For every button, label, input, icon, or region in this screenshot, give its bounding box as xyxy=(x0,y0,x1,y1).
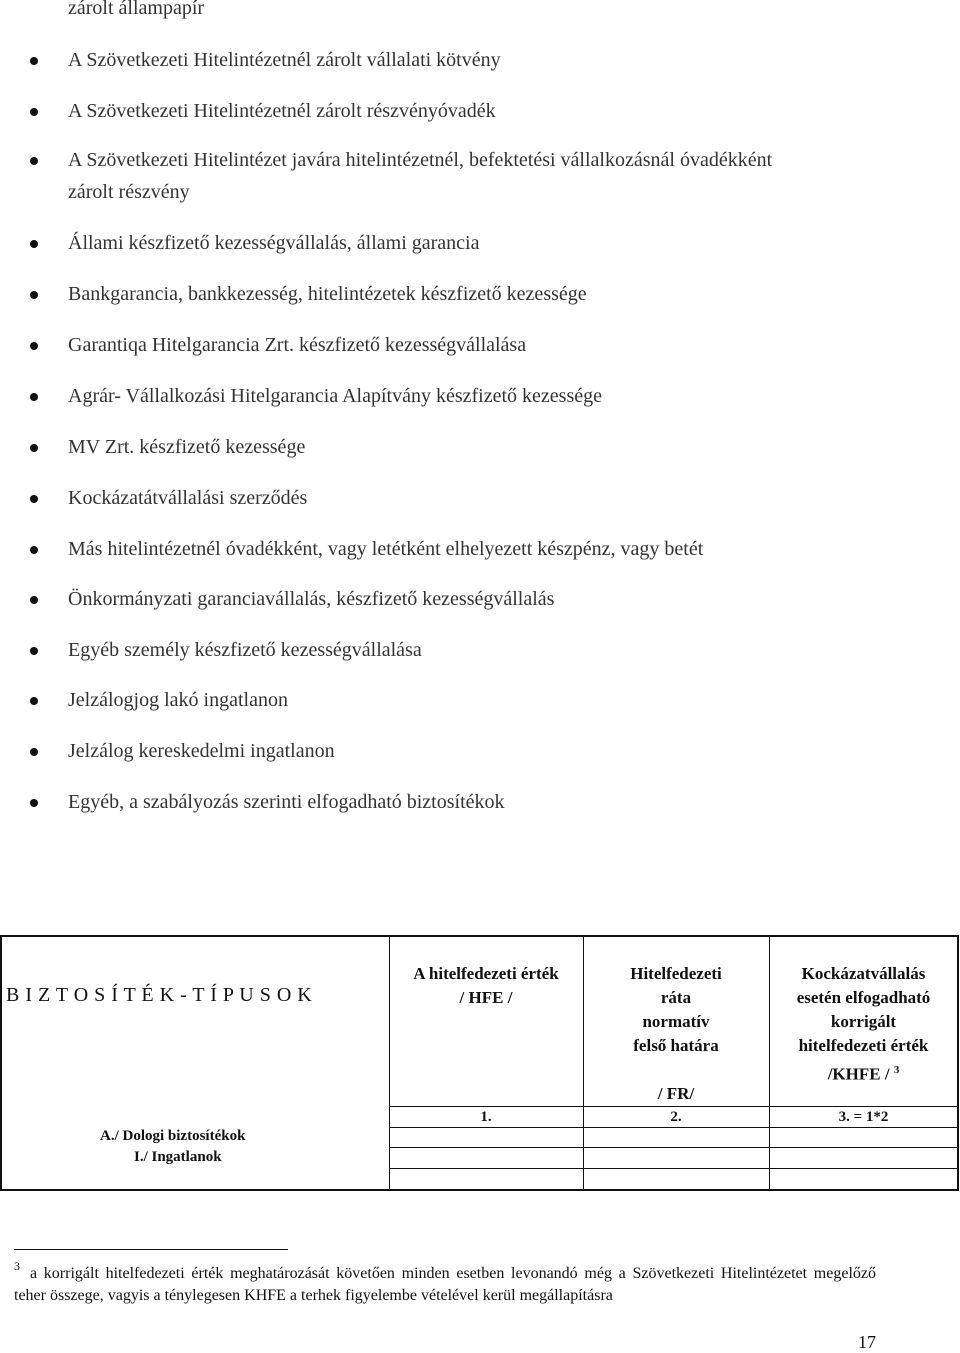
list-item: A Szövetkezeti Hitelintézetnél zárolt vállalati kötvény xyxy=(68,44,888,76)
bullet-icon xyxy=(30,393,38,401)
list-item: Agrár- Vállalkozási Hitelgarancia Alapítvány készfizető kezessége xyxy=(68,380,888,412)
list-item: MV Zrt. készfizető kezessége xyxy=(68,431,888,463)
list-item: Egyéb személy készfizető kezességvállalása xyxy=(68,634,888,666)
bullet-icon xyxy=(30,799,38,807)
list-item: Garantiqa Hitelgarancia Zrt. készfizető kezességvállalása xyxy=(68,329,888,361)
table-header-type: B I Z T O S Í T É K - T Í P U S O K xyxy=(6,984,313,1006)
list-item: Bankgarancia, bankkezesség, hitelintézetek készfizető kezessége xyxy=(68,278,888,310)
bullet-icon xyxy=(30,697,38,705)
bullet-icon xyxy=(30,748,38,756)
list-item: Állami készfizető kezességvállalás, állami garancia xyxy=(68,227,888,259)
continuation-text: zárolt állampapír xyxy=(68,0,205,19)
bullet-icon xyxy=(30,546,38,554)
page-number: 17 xyxy=(858,1332,876,1352)
table-border xyxy=(389,1147,958,1148)
list-item: Jelzálog kereskedelmi ingatlanon xyxy=(68,735,888,767)
bullet-icon xyxy=(30,596,38,604)
column-number: 1. xyxy=(480,1109,492,1125)
row-label-ingatlanok: I./ Ingatlanok xyxy=(134,1149,222,1165)
bullet-icon xyxy=(30,291,38,299)
bullet-icon xyxy=(30,240,38,248)
footnote-text: a korrigált hitelfedezeti érték meghatározását követően minden esetben levonandó még a Szövetkezeti Hitelintézetet megelőző teher összege, vagyis a ténylegesen KHFE a terhek figyelembe vételével kerül megállapításra xyxy=(14,1265,876,1304)
column-number: 3. = 1*2 xyxy=(838,1109,889,1125)
bullet-icon xyxy=(30,157,38,165)
footnote-divider xyxy=(14,1249,288,1250)
table-border xyxy=(389,1168,958,1169)
table-border xyxy=(0,1189,959,1191)
list-item: Más hitelintézetnél óvadékként, vagy letétként elhelyezett készpénz, vagy betét xyxy=(68,533,888,565)
column-number: 2. xyxy=(670,1109,682,1125)
footnote-marker: 3 xyxy=(14,1259,20,1273)
table-header-khfe: Kockázatvállalás esetén elfogadható korrigált hitelfedezeti érték /KHFE / $^3$ xyxy=(796,964,931,1084)
bullet-icon xyxy=(30,647,38,655)
bullet-icon xyxy=(30,342,38,350)
bullet-icon xyxy=(30,444,38,452)
table-header-fr: Hitelfedezeti ráta normatív felső határa / FR/ xyxy=(630,964,722,1103)
bullet-icon xyxy=(30,57,38,65)
bullet-icon xyxy=(30,108,38,116)
list-item: Jelzálogjog lakó ingatlanon xyxy=(68,684,888,716)
table-border xyxy=(0,935,2,1191)
list-item: A Szövetkezeti Hitelintézetnél zárolt részvényóvadék xyxy=(68,95,888,127)
list-item: Egyéb, a szabályozás szerinti elfogadható biztosítékok xyxy=(68,786,888,818)
bullet-icon xyxy=(30,495,38,503)
list-item: Kockázatátvállalási szerződés xyxy=(68,482,888,514)
list-item: A Szövetkezeti Hitelintézet javára hitelintézetnél, befektetési vállalkozásnál óvadékként zárolt részvény xyxy=(68,144,888,208)
table-header-hfe: A hitelfedezeti érték / HFE / xyxy=(413,964,559,1007)
row-label-dologi: A./ Dologi biztosítékok xyxy=(100,1128,246,1144)
footnote-ref: 3 xyxy=(893,1064,900,1076)
list-item: Önkormányzati garanciavállalás, készfizető kezességvállalás xyxy=(68,583,888,615)
table-border xyxy=(0,935,959,937)
